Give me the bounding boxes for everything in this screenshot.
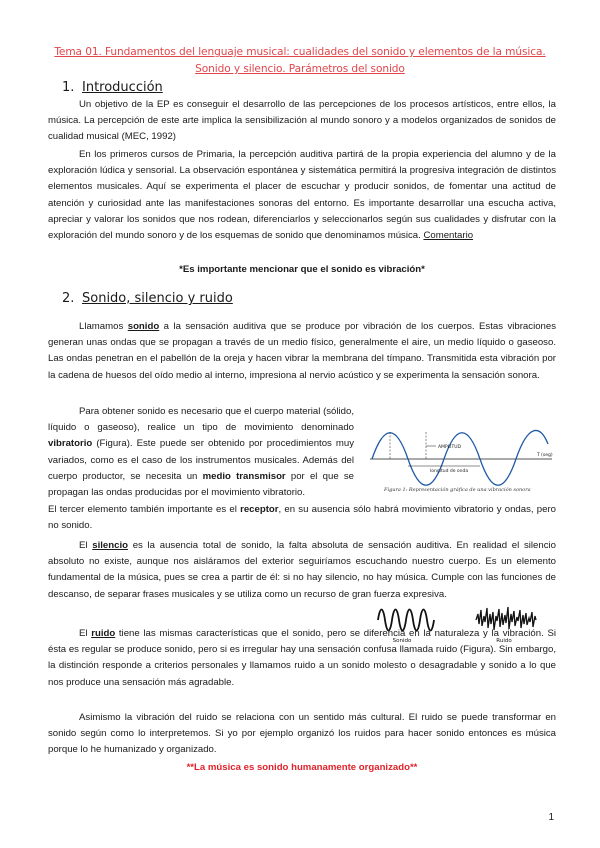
sonido-paragraph-2 [48, 404, 354, 501]
text-fragment: Para obtener sonido es necesario que el cuerpo material (sólido, líquido o gaseoso), realice un tipo de movimiento denominado [48, 406, 354, 434]
text-fragment: es la ausencia total de sonido, la falta absoluta de sensación auditiva. En realidad el silencio absoluto no existe, aunque nos aisláramos del exterior seguiríamos escuchando nuestro cuerpo. Es un elemento fundamental de la música, pues se crea a partir de él: si no hay silencio, no hay música. Cumple con las funciones de descanso, de separar frases musicales y se utiliza como un recurso de gran fuerza expresiva. [48, 540, 556, 600]
term-sonido: sonido [127, 321, 160, 332]
figure-caption: Figura 1: Representación gráfica de una vibración sonora [384, 487, 531, 493]
text-fragment: Llamamos [79, 321, 124, 332]
term-silencio: silencio [92, 540, 128, 551]
comentario-link[interactable]: Comentario [423, 230, 474, 242]
text-fragment: tiene las mismas características que el sonido, pero se diferencia en la naturaleza y la vibración. Si ésta es regular se produce sonido, pero si es irregular hay una sensación confusa llamada ruido (Figura). Sin embargo, la distinción responde a criterios personales y llamamos ruido a un sonido molesto o desagradable y sonido a lo que nos produce una sensación más agradable. [48, 628, 556, 688]
sonido-paragraph-6: Asimismo la vibración del ruido se relaciona con un sentido más cultural. El ruido se puede transformar en sonido según como lo interpretemos. Si yo por ejemplo organizó los ruidos para hacer sonido entonces es música porque lo he humanizado y organizado. [48, 712, 556, 756]
term-medio-transmisor: medio transmisor [202, 470, 286, 482]
wave-line [372, 430, 548, 485]
document-title [40, 44, 560, 78]
title-line-1: Tema 01. Fundamentos del lenguaje musical: cualidades del sonido y elementos de la música. [54, 46, 546, 58]
page-number: 1 [548, 812, 554, 823]
term-receptor: receptor [240, 504, 279, 515]
text-fragment: a la sensación auditiva que se produce por vibración de los cuerpos. Estas vibraciones generan unas ondas que se propagan a través de un medio físico, generalmente el aire, un medio líquido o gaseoso. Las ondas penetran en el pabellón de la oreja y hacen vibrar la membrana del tímpano. Transmitida esta vibración por la cadena de huesos del oído medio al interno, impresiona al nervio acústico y se experimenta la sensación sonora. [48, 321, 557, 381]
sonido-paragraph-1 [48, 319, 556, 384]
text-fragment: , en su ausencia sólo habrá movimiento vibratorio y ondas, pero no sonido. [48, 504, 556, 532]
intro-note: *Es importante mencionar que el sonido es vibración* [179, 264, 425, 275]
label-ruido: Ruido [496, 638, 512, 644]
music-note: **La música es sonido humanamente organizado** [186, 762, 418, 773]
section-heading-introduccion [62, 80, 163, 95]
section-title: Introducción [82, 80, 163, 95]
intro-paragraph-1: Un objetivo de la EP es conseguir el desarrollo de las percepciones de los procesos artísticos, entre ellos, la música. La percepción de este arte implica la sensibilización al mundo sonoro y a modelos organizados de sonidos de cualidad musical (MEC, 1992) [48, 99, 556, 143]
wavelength-label: longitud de onda [430, 469, 469, 474]
section-heading-sonido [62, 291, 233, 306]
section-number: 2. [62, 291, 75, 306]
intro-paragraph-2-text: En los primeros cursos de Primaria, la percepción auditiva partirá de la propia experiencia del alumno y de la exploración lúdica y sensorial. La observación espontánea y sistemática permitirá la progresiva integración de distintos elementos musicales. Aquí se experimenta el placer de escuchar y producir sonidos, de fomentar una actitud de atención y curiosidad ante las manifestaciones sonoras del entorno. Es importante desarrollar una escucha activa, apreciar y valorar los sonidos que nos rodean, diferenciarlos y seleccionarlos según sus cualidades y disfrutar con la exploración del mundo sonoro y de los esquemas de sonido que denominamos música. [48, 149, 556, 242]
text-fragment: por el que se propagan las ondas producidas por el movimiento vibratorio. [48, 470, 354, 499]
term-ruido: ruido [91, 628, 116, 639]
term-vibratorio: vibratorio [48, 438, 93, 450]
figure-sound-wave [370, 422, 560, 498]
section-title: Sonido, silencio y ruido [82, 291, 233, 306]
intro-paragraph-2 [48, 147, 556, 244]
section-number: 1. [62, 80, 75, 95]
text-fragment: El [79, 628, 88, 639]
sonido-paragraph-5 [48, 626, 556, 691]
amplitude-label: AMPLITUD [438, 445, 462, 450]
title-line-2: Sonido y silencio. Parámetros del sonido [195, 63, 405, 75]
sonido-paragraph-3 [48, 502, 556, 534]
text-fragment: El tercer elemento también importante es el [48, 504, 237, 515]
axis-label: T (seg) [537, 453, 553, 458]
text-fragment: El [79, 540, 88, 551]
label-sonido: Sonido [392, 638, 412, 644]
text-fragment: (Figura). Este puede ser obtenido por procedimientos muy variados, como es el caso de los instrumentos musicales. Además del cuerpo productor, se necesita un [48, 438, 354, 482]
sonido-paragraph-4-intro [48, 538, 556, 603]
